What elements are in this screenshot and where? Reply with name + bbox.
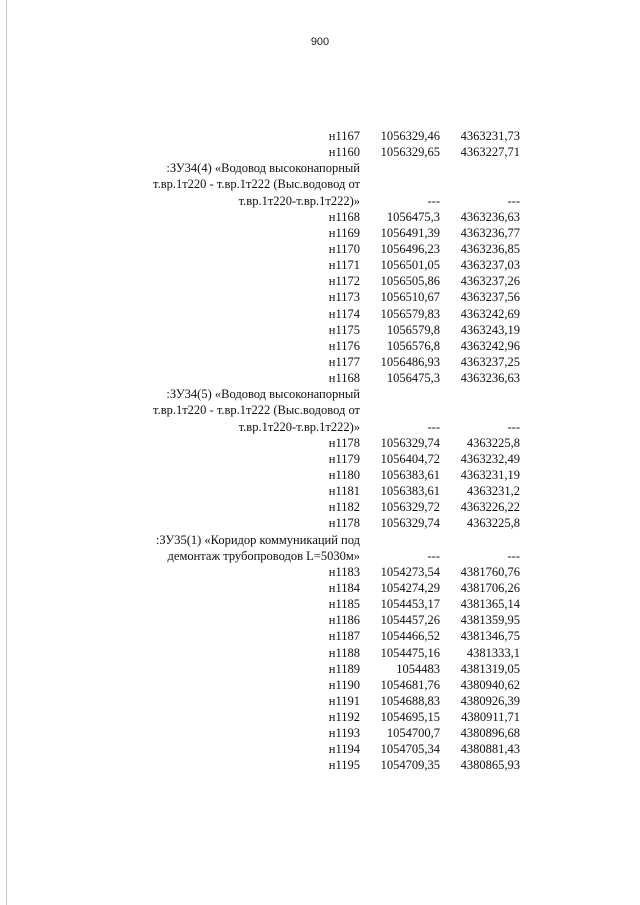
x-coordinate: 1056404,72	[380, 451, 440, 466]
x-coordinate: 1056576,8	[386, 338, 440, 353]
coordinate-row	[100, 709, 520, 725]
x-coordinate: 1056510,67	[380, 290, 440, 305]
dash-y: ---	[507, 193, 520, 208]
coordinate-row	[100, 257, 520, 273]
parcel-heading-block	[100, 532, 520, 564]
point-id: н1189	[328, 661, 360, 676]
dash-x: ---	[427, 419, 440, 434]
y-coordinate: 4381319,05	[460, 661, 520, 676]
coordinates-document	[100, 128, 520, 774]
coordinate-row	[100, 612, 520, 628]
x-coordinate: 1056491,39	[380, 225, 440, 240]
parcel-heading	[100, 160, 360, 208]
y-coordinate: 4363242,96	[460, 338, 520, 353]
coordinate-row	[100, 322, 520, 338]
coordinate-row	[100, 128, 520, 144]
point-id: н1168	[328, 209, 360, 224]
coordinate-row	[100, 741, 520, 757]
y-coordinate: 4380881,43	[460, 742, 520, 757]
page-edge-line	[6, 0, 7, 905]
dash-y: ---	[507, 419, 520, 434]
x-coordinate: 1056496,23	[380, 241, 440, 256]
coordinate-row	[100, 483, 520, 499]
point-id: н1182	[328, 500, 360, 515]
dash-x: ---	[427, 548, 440, 563]
x-coordinate: 1056501,05	[380, 258, 440, 273]
point-id: н1178	[328, 516, 360, 531]
x-coordinate: 1056383,61	[380, 484, 440, 499]
parcel-heading-line: демонтаж трубопроводов L=5030м»	[167, 548, 360, 563]
y-coordinate: 4363236,85	[460, 241, 520, 256]
point-id: н1174	[328, 306, 360, 321]
page-number: 900	[310, 36, 330, 48]
x-coordinate: 1054457,26	[380, 613, 440, 628]
coordinate-row	[100, 645, 520, 661]
coordinate-row	[100, 209, 520, 225]
parcel-group	[100, 160, 520, 386]
y-coordinate: 4363231,73	[460, 129, 520, 143]
point-id: н1183	[328, 564, 360, 579]
x-coordinate: 1054466,52	[380, 629, 440, 644]
y-coordinate: 4381333,1	[466, 645, 520, 660]
coordinate-row	[100, 338, 520, 354]
point-id: н1178	[328, 435, 360, 450]
coordinate-row	[100, 467, 520, 483]
x-coordinate: 1054688,83	[380, 693, 440, 708]
x-coordinate: 1056475,3	[386, 209, 440, 224]
point-id: н1168	[328, 371, 360, 386]
parcel-heading-line: т.вр.1т220-т.вр.1т222)»	[238, 419, 360, 434]
y-coordinate: 4363236,63	[460, 209, 520, 224]
coordinate-row	[100, 693, 520, 709]
point-id: н1173	[328, 290, 360, 305]
y-coordinate: 4363226,22	[460, 500, 520, 515]
coordinate-row	[100, 580, 520, 596]
y-coordinate: 4363237,25	[460, 354, 520, 369]
coordinate-row	[100, 596, 520, 612]
y-coordinate: 4363243,19	[460, 322, 520, 337]
x-coordinate: 1056475,3	[386, 371, 440, 386]
coordinate-row	[100, 241, 520, 257]
coordinate-row	[100, 354, 520, 370]
parcel-heading-line: т.вр.1т220 - т.вр.1т222 (Выс.водовод от	[153, 177, 360, 192]
y-coordinate: 4363225,8	[466, 516, 520, 531]
x-coordinate: 1054709,35	[380, 758, 440, 773]
y-coordinate: 4380926,39	[460, 693, 520, 708]
y-coordinate: 4380896,68	[460, 726, 520, 741]
point-id: н1195	[328, 758, 360, 773]
coordinate-row	[100, 225, 520, 241]
y-coordinate: 4363227,71	[460, 145, 520, 160]
x-coordinate: 1054681,76	[380, 677, 440, 692]
point-id: н1192	[328, 710, 360, 725]
x-coordinate: 1056329,74	[380, 435, 440, 450]
x-coordinate: 1056329,72	[380, 500, 440, 515]
x-coordinate: 1054705,34	[380, 742, 440, 757]
x-coordinate: 1056486,93	[380, 354, 440, 369]
y-coordinate: 4363237,26	[460, 274, 520, 289]
parcel-heading-line: т.вр.1т220-т.вр.1т222)»	[238, 193, 360, 208]
y-coordinate: 4363231,2	[466, 484, 520, 499]
y-coordinate: 4381359,95	[460, 613, 520, 628]
y-coordinate: 4363236,63	[460, 371, 520, 386]
coordinate-row	[100, 725, 520, 741]
x-coordinate: 1054475,16	[380, 645, 440, 660]
coordinate-row	[100, 564, 520, 580]
coordinate-row	[100, 628, 520, 644]
x-coordinate: 1054273,54	[380, 564, 440, 579]
parcel-heading	[100, 386, 360, 434]
y-coordinate: 4363237,56	[460, 290, 520, 305]
y-coordinate: 4381365,14	[460, 597, 520, 612]
x-coordinate: 1054453,17	[380, 597, 440, 612]
dash-y: ---	[507, 548, 520, 563]
y-coordinate: 4363231,19	[460, 467, 520, 482]
coordinate-row	[100, 435, 520, 451]
dash-x: ---	[427, 193, 440, 208]
parcel-heading-line: :ЗУ34(5) «Водовод высоконапорный	[166, 387, 360, 402]
point-id: н1170	[328, 241, 360, 256]
coordinate-row	[100, 661, 520, 677]
coordinate-row	[100, 757, 520, 773]
coordinate-row	[100, 144, 520, 160]
point-id: н1169	[328, 225, 360, 240]
parcel-heading	[100, 532, 360, 564]
x-coordinate: 1056329,65	[380, 145, 440, 160]
y-coordinate: 4380940,62	[460, 677, 520, 692]
parcel-heading-block	[100, 160, 520, 208]
y-coordinate: 4363237,03	[460, 258, 520, 273]
coordinate-row	[100, 306, 520, 322]
coordinate-row	[100, 499, 520, 515]
point-id: н1190	[328, 677, 360, 692]
point-id: н1184	[328, 580, 360, 595]
y-coordinate: 4363232,49	[460, 451, 520, 466]
point-id: н1186	[328, 613, 360, 628]
point-id: н1177	[328, 354, 360, 369]
parcel-heading-block	[100, 386, 520, 434]
point-id: н1187	[328, 629, 360, 644]
coordinate-row	[100, 515, 520, 531]
coordinate-row	[100, 677, 520, 693]
coordinate-row	[100, 370, 520, 386]
y-coordinate: 4380865,93	[460, 758, 520, 773]
x-coordinate: 1056383,61	[380, 467, 440, 482]
point-id: н1188	[328, 645, 360, 660]
parcel-heading-line: :ЗУ34(4) «Водовод высоконапорный	[166, 161, 360, 176]
y-coordinate: 4363236,77	[460, 225, 520, 240]
x-coordinate: 1056329,74	[380, 516, 440, 531]
point-id: н1191	[328, 693, 360, 708]
x-coordinate: 1056505,86	[380, 274, 440, 289]
point-id: н1172	[328, 274, 360, 289]
parcel-group	[100, 128, 520, 160]
parcel-group	[100, 386, 520, 531]
x-coordinate: 1054700,7	[386, 726, 440, 741]
y-coordinate: 4381706,26	[460, 580, 520, 595]
parcel-group	[100, 532, 520, 774]
point-id: н1180	[328, 467, 360, 482]
parcel-heading-line: :ЗУ35(1) «Коридор коммуникаций под	[155, 532, 360, 547]
point-id: н1185	[328, 597, 360, 612]
coordinate-row	[100, 289, 520, 305]
point-id: н1181	[328, 484, 360, 499]
x-coordinate: 1056329,46	[380, 129, 440, 143]
x-coordinate: 1056579,8	[386, 322, 440, 337]
coordinate-row	[100, 273, 520, 289]
point-id: н1176	[328, 338, 360, 353]
x-coordinate: 1056579,83	[380, 306, 440, 321]
x-coordinate: 1054483	[396, 661, 440, 676]
point-id: н1179	[328, 451, 360, 466]
point-id: н1167	[328, 129, 360, 143]
point-id: н1193	[328, 726, 360, 741]
y-coordinate: 4381346,75	[460, 629, 520, 644]
y-coordinate: 4363225,8	[466, 435, 520, 450]
y-coordinate: 4381760,76	[460, 564, 520, 579]
x-coordinate: 1054274,29	[380, 580, 440, 595]
point-id: н1171	[328, 258, 360, 273]
coordinate-row	[100, 451, 520, 467]
x-coordinate: 1054695,15	[380, 710, 440, 725]
y-coordinate: 4363242,69	[460, 306, 520, 321]
y-coordinate: 4380911,71	[461, 710, 520, 725]
parcel-heading-line: т.вр.1т220 - т.вр.1т222 (Выс.водовод от	[153, 403, 360, 418]
point-id: н1175	[328, 322, 360, 337]
point-id: н1160	[328, 145, 360, 160]
point-id: н1194	[328, 742, 360, 757]
